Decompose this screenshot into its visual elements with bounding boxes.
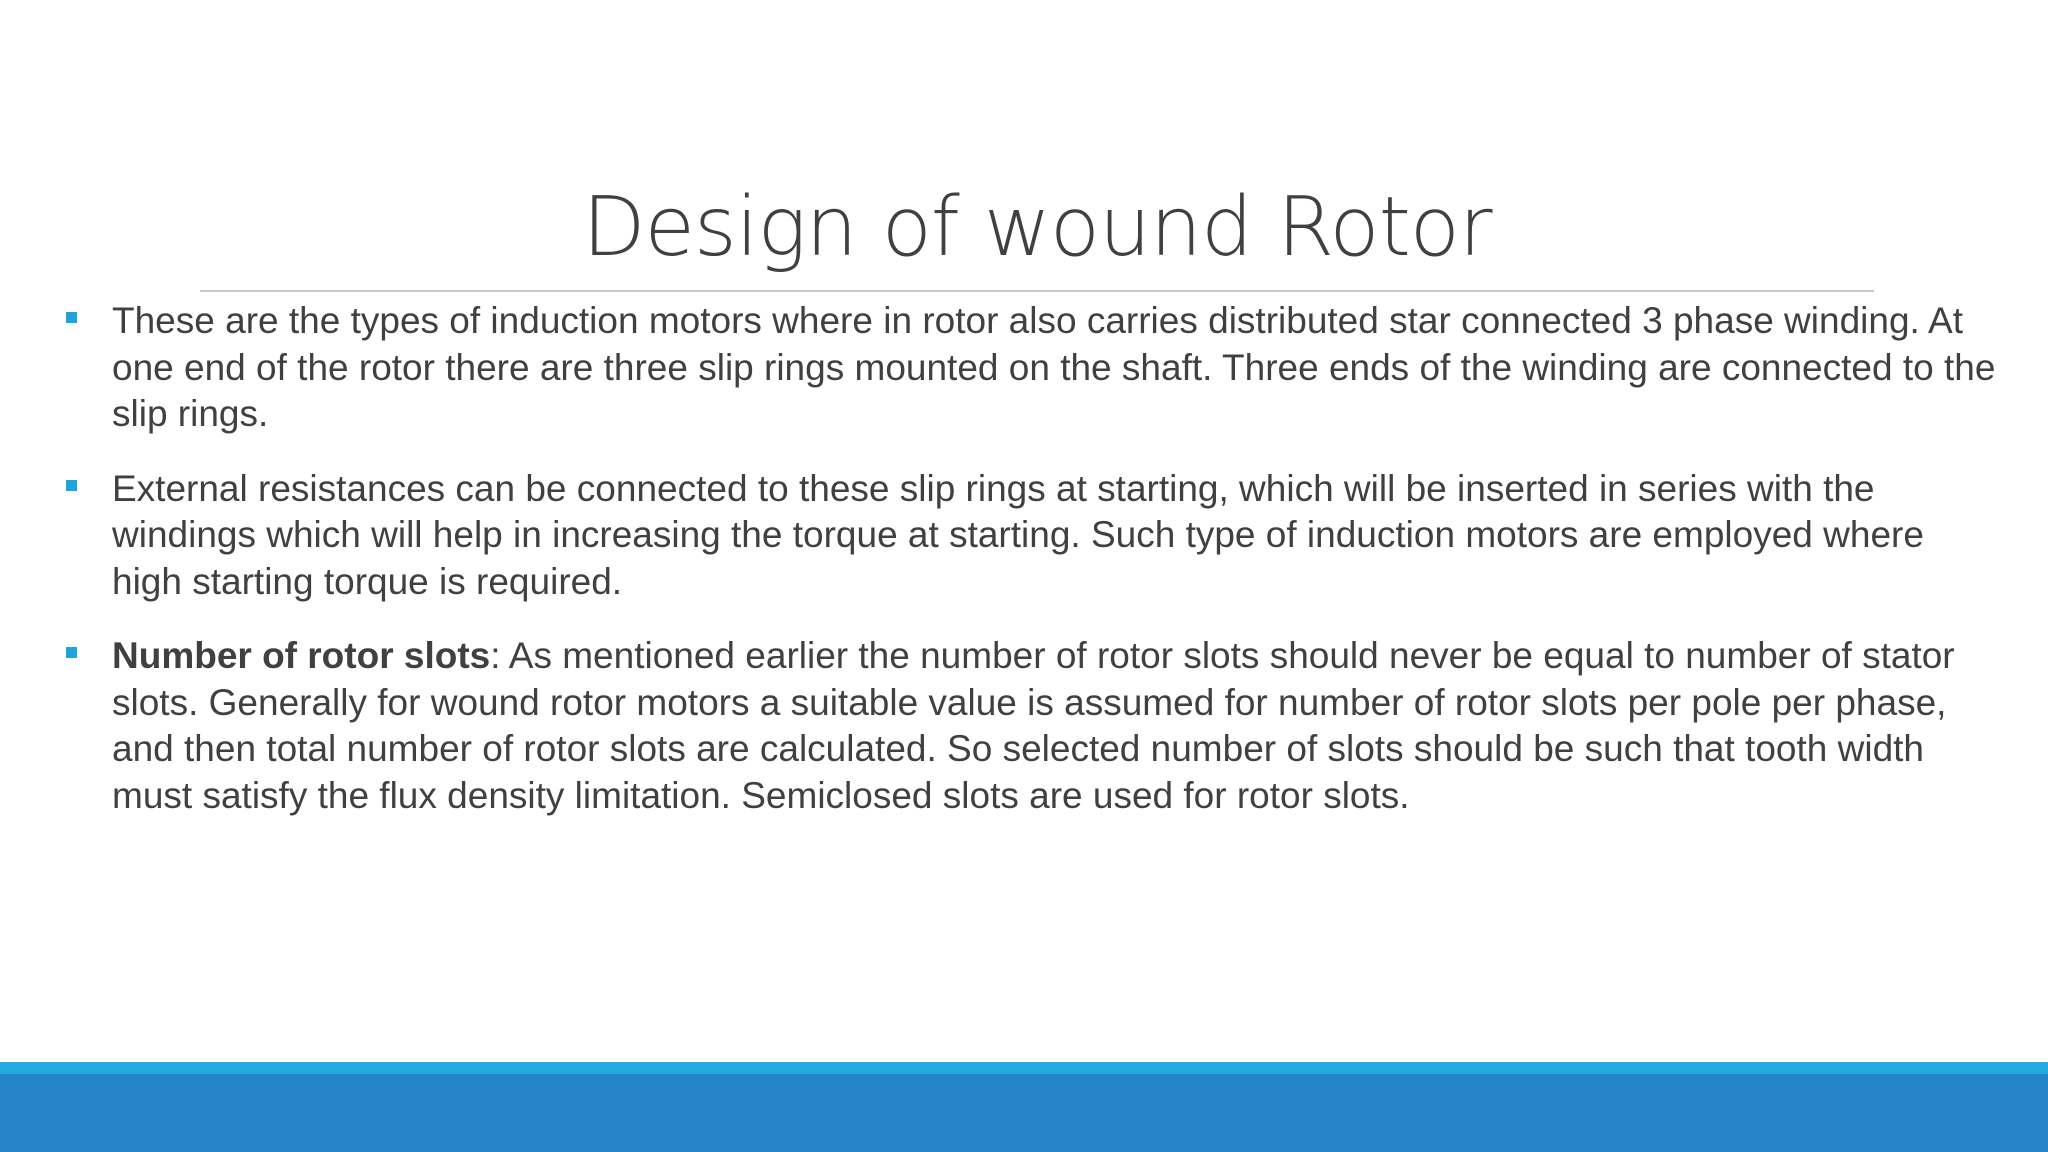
slide-title: Design of wound Rotor <box>582 180 1492 275</box>
bullet-item <box>66 466 1996 606</box>
square-bullet-icon <box>66 647 77 658</box>
footer-band <box>0 1074 2048 1152</box>
bullet-text <box>112 300 1995 434</box>
bullet-body: These are the types of induction motors where in rotor also carries distributed star connected 3 phase winding. At one end of the rotor there are three slip rings mounted on the shaft. Three ends of the winding are connected to the slip rings. <box>112 300 1996 434</box>
title-divider <box>200 290 1874 292</box>
bullet-lead: Number of rotor slots <box>112 635 491 676</box>
bullet-item <box>66 633 1996 819</box>
square-bullet-icon <box>66 480 77 491</box>
bullet-text <box>112 468 1924 602</box>
bullet-text <box>112 635 1955 816</box>
bullet-list <box>66 298 1996 847</box>
bullet-item <box>66 298 1996 438</box>
bullet-body: : As mentioned earlier the number of rotor slots should never be equal to number of stator slots. Generally for wound rotor motors a suitable value is assumed for number of rotor slots per pole per phase, and then total number of rotor slots are calculated. So selected number of slots should be such that tooth width must satisfy the flux density limitation. Semiclosed slots are used for rotor slots. <box>112 635 1955 816</box>
bullet-body: External resistances can be connected to these slip rings at starting, which will be inserted in series with the windings which will help in increasing the torque at starting. Such type of induction motors are employed where high starting torque is required. <box>112 467 1924 602</box>
square-bullet-icon <box>66 312 77 323</box>
footer-stripe <box>0 1062 2048 1074</box>
